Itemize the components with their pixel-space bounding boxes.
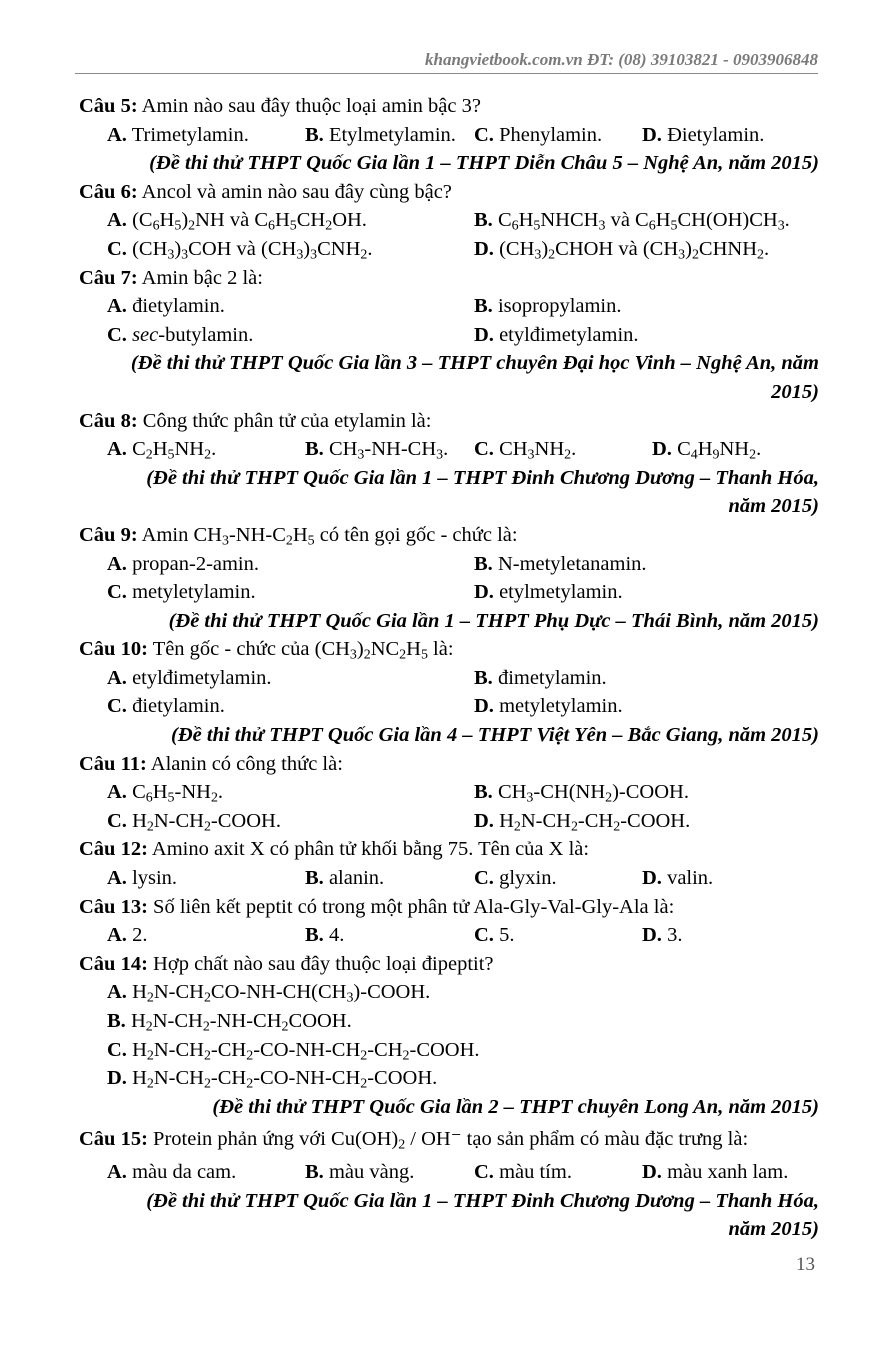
question-list [79, 92, 819, 1244]
source-note: (Đề thi thử THPT Quốc Gia lần 4 – THPT Việt Yên – Bắc Giang, năm 2015) [171, 724, 819, 747]
option-c: C. glyxin. [474, 867, 557, 890]
option-d: D. $(CH_3)_2CHOH$ và $(CH_3)_2CHNH_2$. [474, 237, 770, 263]
option-c: C. $H_2N-CH_2-CH_2-CO-NH-CH_2-CH_2$-COOH. [107, 1038, 480, 1064]
question-14: Câu 14: Hợp chất nào sau đây thuộc loại đipeptit? [79, 952, 494, 975]
option-c: C. $CH_3NH_2$. [474, 438, 577, 463]
page-number: 13 [796, 1254, 815, 1275]
question-9: Câu 9: Amin $CH_3-NH-C_2H_5$ có tên gọi gốc - chức là: [79, 523, 518, 549]
option-a: A. màu da cam. [107, 1160, 237, 1183]
option-b: B. $H_2N-CH_2-NH-CH_2COOH$. [107, 1010, 352, 1035]
options-row [79, 235, 819, 264]
source-note: (Đề thi thử THPT Quốc Gia lần 1 – THPT Phụ Dực – Thái Bình, năm 2015) [168, 609, 819, 632]
option-c: C. Phenylamin. [474, 123, 603, 146]
option-c: C. sec-butylamin. [107, 323, 254, 346]
option-a: A. $C_6H_5-NH_2$. [107, 781, 224, 806]
option-b: B. Etylmetylamin. [305, 123, 456, 146]
option-a: A. lysin. [107, 867, 178, 890]
option-b: B. $CH_3-CH(NH_2)$-COOH. [474, 781, 689, 806]
option-b: B. màu vàng. [305, 1160, 415, 1183]
question-15: Câu 15: Protein phản ứng với $Cu(OH)_2 / OH^-$ tạo sản phẩm có màu đặc trưng là: [79, 1128, 749, 1153]
question-6: Câu 6: Ancol và amin nào sau đây cùng bậc? [79, 180, 452, 203]
option-d: D. valin. [642, 867, 714, 890]
page-header: khangvietbook.com.vn ĐT: (08) 39103821 - 0903906848 [75, 50, 818, 74]
options-row [79, 864, 819, 893]
option-b: B. 4. [305, 924, 345, 947]
option-a: A. $H_2N-CH_2CO-NH-CH(CH_3)$-COOH. [107, 981, 431, 1006]
options-row [79, 921, 819, 950]
options-row [79, 435, 819, 464]
option-a: A. 2. [107, 924, 148, 947]
options-row [79, 664, 819, 693]
option-c: C. $(CH_3)_3COH$ và $(CH_3)_3CNH_2$. [107, 237, 373, 263]
option-a: A. propan-2-amin. [107, 552, 260, 575]
options-row [79, 578, 819, 607]
source-note: (Đề thi thử THPT Quốc Gia lần 2 – THPT chuyên Long An, năm 2015) [212, 1095, 819, 1118]
options-row [79, 121, 819, 150]
option-a: A. đietylamin. [107, 295, 225, 318]
options-row [79, 692, 819, 721]
source-note: (Đề thi thử THPT Quốc Gia lần 1 – THPT Diễn Châu 5 – Nghệ An, năm 2015) [149, 152, 819, 175]
question-11: Câu 11: Alanin có công thức là: [79, 752, 343, 775]
source-note: (Đề thi thử THPT Quốc Gia lần 1 – THPT Đinh Chương Dương – Thanh Hóa, năm 2015) [146, 466, 819, 518]
option-d: D. etylđimetylamin. [474, 323, 639, 346]
options-row [79, 550, 819, 579]
option-d: D. etylmetylamin. [474, 581, 623, 604]
source-note: (Đề thi thử THPT Quốc Gia lần 3 – THPT chuyên Đại học Vinh – Nghệ An, năm 2015) [130, 352, 819, 403]
option-d: D. metyletylamin. [474, 695, 623, 718]
option-a: A. $C_2H_5NH_2$. [107, 438, 217, 463]
option-a: A. etylđimetylamin. [107, 666, 272, 689]
option-a: A. $(C_6H_5)_2NH$ và $C_6H_5CH_2OH$. [107, 209, 367, 234]
option-d: D. Đietylamin. [642, 123, 765, 146]
options-row [79, 1158, 819, 1187]
options-row [79, 321, 819, 350]
option-b: B. N-metyletanamin. [474, 552, 647, 575]
option-b: B. đimetylamin. [474, 666, 607, 689]
options-row [79, 778, 819, 807]
options-row [79, 1007, 819, 1036]
formula: $Cu(OH)_2 / OH^-$ [331, 1128, 462, 1153]
option-d: D. $H_2N-CH_2-CH_2$-COOH. [474, 809, 691, 835]
question-8: Câu 8: Công thức phân tử của etylamin là: [79, 409, 432, 432]
option-b: B. $C_6H_5NHCH_3$ và $C_6H_5CH(OH)CH_3$. [474, 209, 790, 234]
question-5: Câu 5: Amin nào sau đây thuộc loại amin bậc 3? [79, 95, 481, 117]
options-row [79, 1064, 819, 1093]
question-13: Câu 13: Số liên kết peptit có trong một phân tử Ala-Gly-Val-Gly-Ala là: [79, 895, 675, 918]
option-d: D. 3. [642, 924, 683, 947]
option-a: A. Trimetylamin. [107, 123, 249, 146]
options-row [79, 206, 819, 235]
option-b: B. $CH_3-NH-CH_3$. [305, 438, 449, 463]
question-12: Câu 12: Amino axit X có phân tử khối bằng 75. Tên của X là: [79, 838, 590, 861]
options-row [79, 978, 819, 1007]
options-row [79, 292, 819, 321]
options-row [79, 807, 819, 836]
option-c: C. $H_2N-CH_2$-COOH. [107, 809, 281, 835]
option-d: D. màu xanh lam. [642, 1160, 789, 1183]
source-note: (Đề thi thử THPT Quốc Gia lần 1 – THPT Đinh Chương Dương – Thanh Hóa, năm 2015) [146, 1189, 819, 1241]
option-b: B. isopropylamin. [474, 295, 622, 318]
option-c: C. 5. [474, 924, 515, 947]
question-10: Câu 10: Tên gốc - chức của $(CH_3)_2NC_2H_5$ là: [79, 638, 454, 663]
option-c: C. màu tím. [474, 1160, 572, 1183]
question-7: Câu 7: Amin bậc 2 là: [79, 266, 263, 289]
option-d: D. $C_4H_9NH_2$. [652, 438, 762, 463]
option-c: C. đietylamin. [107, 695, 225, 718]
option-b: B. alanin. [305, 867, 385, 890]
option-c: C. metyletylamin. [107, 581, 256, 604]
option-d: D. $H_2N-CH_2-CH_2-CO-NH-CH_2$-COOH. [107, 1067, 438, 1092]
options-row [79, 1036, 819, 1065]
